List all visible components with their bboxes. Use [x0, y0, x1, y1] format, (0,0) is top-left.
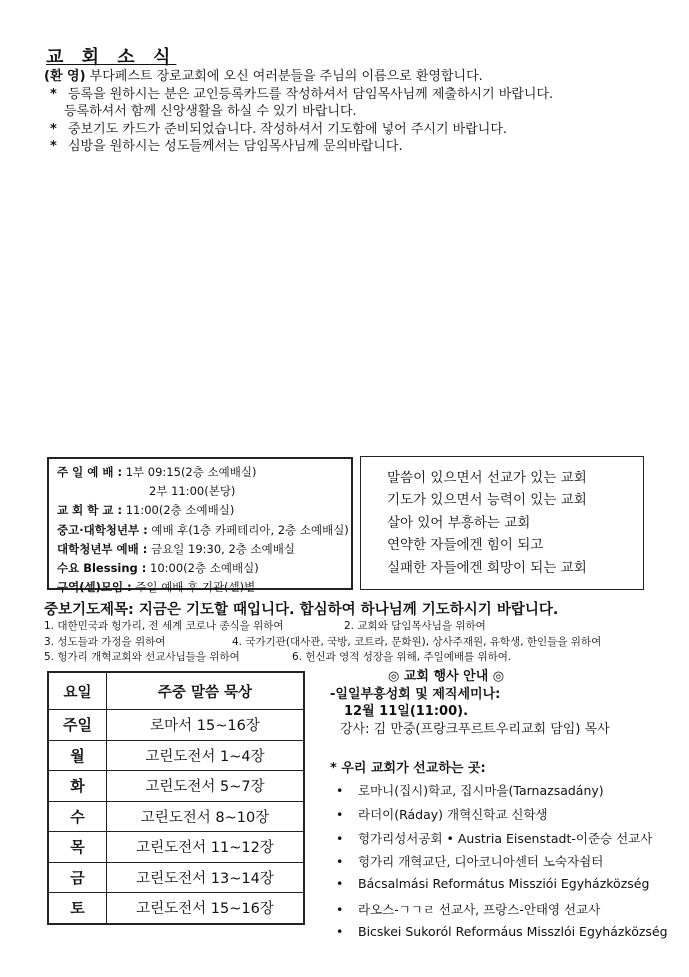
asterisk-icon: * — [50, 139, 57, 154]
church-events — [330, 668, 610, 738]
service-row: 주 일 예 배 : 1부 09:15(2층 소예배실) — [57, 465, 257, 479]
table-row: 주일 로마서 15~16장 — [48, 710, 304, 741]
news-item: * 등록을 원하시는 분은 교인등록카드를 작성하셔서 담임목사님께 제출하시기 바랍니다. — [44, 86, 553, 104]
page-title: 교 회 소 식 — [46, 47, 177, 68]
motto-line: 살아 있어 부흥하는 교회 — [387, 514, 531, 531]
news-item-continued: 등록하셔서 함께 신앙생활을 하실 수 있기 바랍니다. — [64, 104, 357, 119]
table-header-row — [48, 672, 304, 710]
meditation-table — [47, 671, 305, 925]
prayer-list — [44, 619, 601, 666]
column-header-reading: 주중 말씀 묵상 — [107, 672, 305, 710]
prayer-line: 3. 성도들과 가정을 위하여 4. 국가기관(대사관, 국방, 코트라, 문화원), 상사주재원, 유학생, 한인들을 위하여 — [44, 635, 602, 648]
list-item: • 헝가리 개혁교단, 디아코니아센터 노숙자쉼터 — [330, 852, 668, 876]
motto-line: 말씀이 있으면서 선교가 있는 교회 — [387, 470, 587, 486]
church-news — [44, 68, 553, 156]
service-row: 교 회 학 교 : 11:00(2층 소예배실) — [57, 503, 235, 518]
welcome-line — [44, 68, 553, 86]
event-date: 12월 11일(11:00). — [344, 704, 469, 719]
news-item: * 중보기도 카드가 준비되었습니다. 작성하셔서 기도함에 넣어 주시기 바랍니다. — [44, 121, 553, 139]
motto-line: 실패한 자들에겐 희망이 되는 교회 — [387, 559, 587, 576]
service-row: 대학청년부 예배 : 금요일 19:30, 2층 소예배실 — [57, 541, 295, 556]
bullet-icon: • — [336, 783, 344, 798]
list-item: • 라오스-ㄱㄱㄹ 선교사, 프랑스-안태영 선교사 — [330, 900, 668, 924]
table-row: 목 고린도전서 11~12장 — [48, 832, 304, 863]
table-row: 토 고린도전서 15~16장 — [48, 893, 304, 924]
service-times-box — [47, 457, 353, 595]
list-item: • Bicskei Sukoról Reformáus Misszlói Egyházközség — [330, 924, 668, 948]
event-speaker: 강사: 김 만중(프랑크푸르트우리교회 담임) 목사 — [340, 721, 610, 737]
list-item: • Bácsalmási Református Missziói Egyházközség — [330, 876, 668, 900]
news-item: * 심방을 원하시는 성도들께서는 담임목사님께 문의바랍니다. — [44, 138, 553, 156]
service-row: 구역(셀)모임 : 주일 예배 후 기관(셀)별 — [57, 580, 256, 595]
service-row: 수요 Blessing : 10:00(2층 소예배실) — [57, 561, 259, 576]
prayer-title: 중보기도제목: 지금은 기도할 때입니다. 합심하여 하나님께 기도하시기 바랍니다. — [44, 602, 559, 618]
service-row: 중고·대학청년부 : 예배 후(1층 카페테리아, 2층 소예배실) — [57, 522, 349, 537]
table-row: 금 고린도전서 13~14장 — [48, 862, 304, 893]
bullet-icon: • — [336, 854, 344, 870]
list-item: • 헝가리성서공회 • Austria Eisenstadt-이준승 선교사 — [330, 829, 668, 853]
mission-list — [330, 757, 668, 948]
event-title: -일일부흥성회 및 제직세미나: — [330, 686, 501, 702]
events-heading: ◎ 교회 행사 안내 ◎ — [388, 669, 505, 684]
asterisk-icon: * — [50, 121, 57, 137]
prayer-line: 1. 대한민국과 헝가리, 전 세계 코로나 종식을 위하여 2. 교회와 담임목사님을 위하여 — [44, 620, 486, 632]
motto-line: 기도가 있으면서 능력이 있는 교회 — [387, 492, 587, 509]
bullet-icon: • — [336, 830, 344, 846]
list-item: • 로마니(집시)학교, 집시마을(Tarnazsadány) — [330, 781, 668, 805]
bullet-icon: • — [336, 901, 344, 917]
mission-heading: * 우리 교회가 선교하는 곳: — [330, 761, 486, 776]
bullet-icon: • — [336, 923, 344, 939]
table-row: 수 고린도전서 8~10장 — [48, 801, 304, 832]
welcome-label: (환 영) — [44, 69, 86, 84]
column-header-day: 요일 — [48, 672, 107, 710]
bullet-icon: • — [336, 876, 344, 892]
bullet-icon: • — [336, 806, 344, 822]
list-item: • 라더이(Ráday) 개혁신학교 신학생 — [330, 805, 668, 829]
church-motto-box — [360, 456, 644, 590]
prayer-line: 5. 헝가리 개혁교회와 선교사님들을 위하여 6. 헌신과 영적 성장을 위해, 주일예배를 위하여. — [44, 651, 512, 663]
asterisk-icon: * — [50, 86, 57, 102]
table-row: 화 고린도전서 5~7장 — [48, 771, 304, 802]
motto-line: 연약한 자들에겐 힘이 되고 — [387, 537, 544, 554]
service-row: 2부 11:00(본당) — [149, 484, 236, 499]
table-row: 월 고린도전서 1~4장 — [48, 740, 304, 771]
welcome-text: 부다페스트 장로교회에 오신 여러분들을 주님의 이름으로 환영합니다. — [85, 69, 483, 84]
